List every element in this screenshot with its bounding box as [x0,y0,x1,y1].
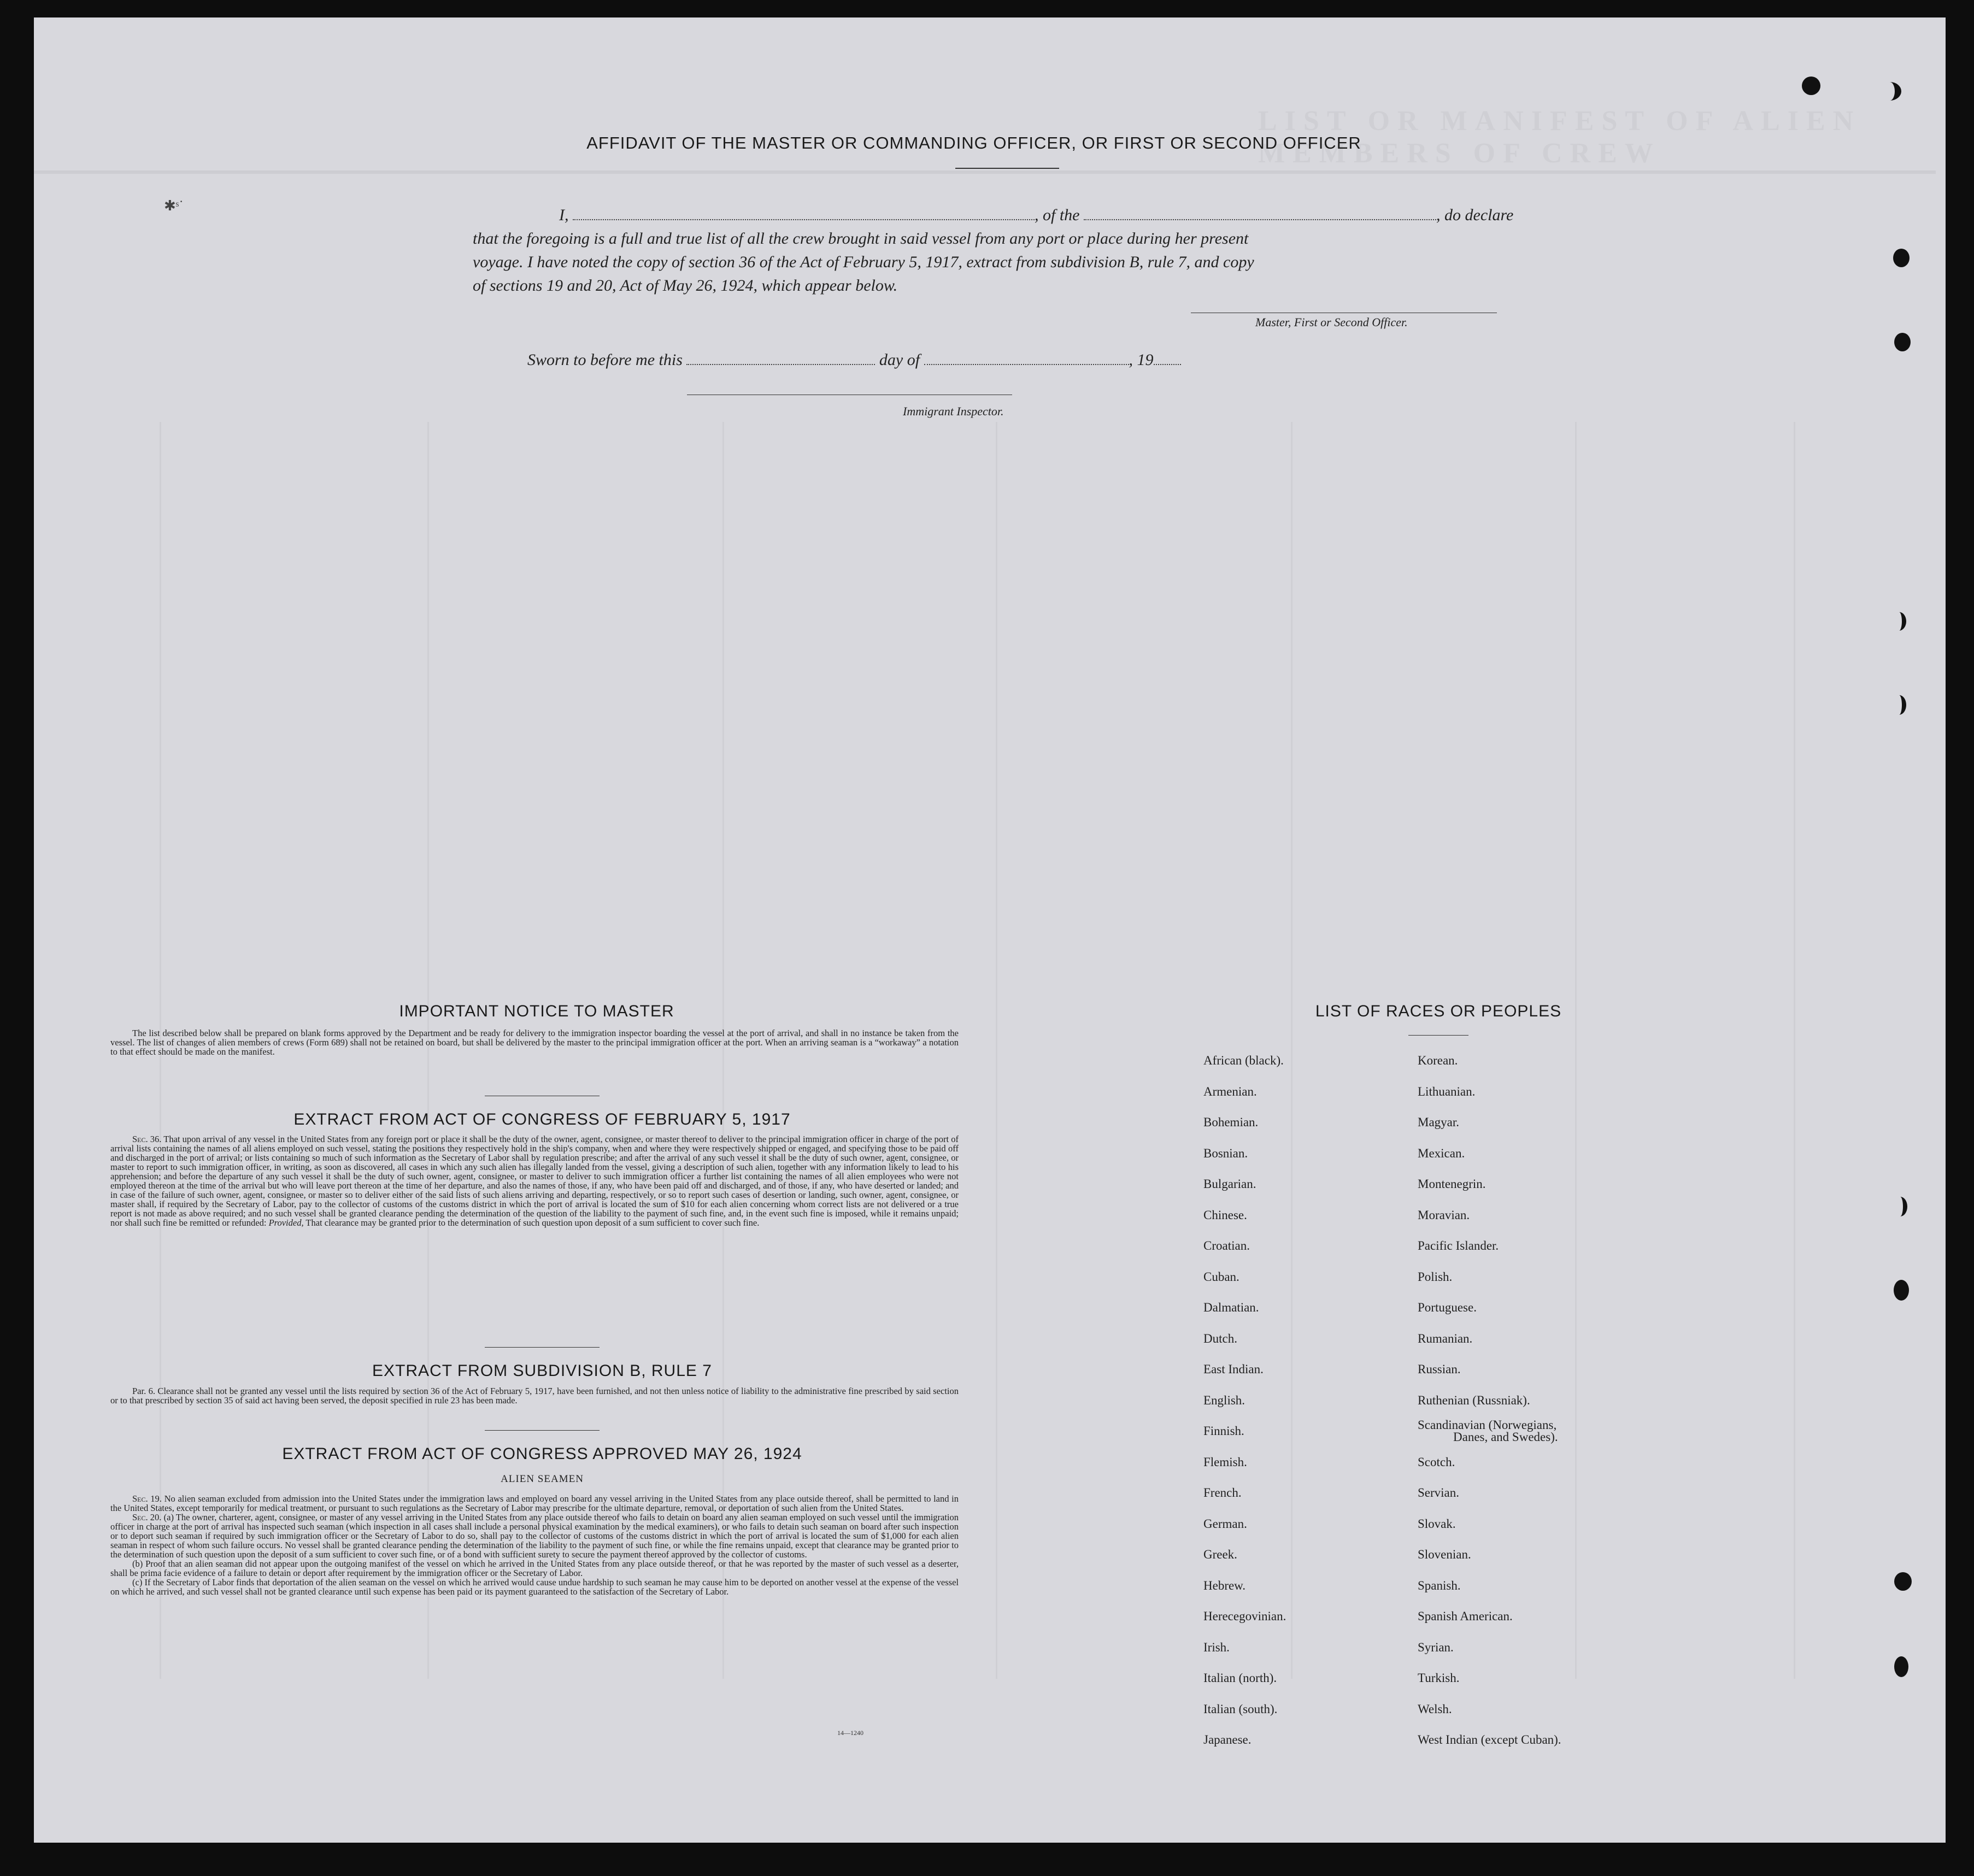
affidavit-title: AFFIDAVIT OF THE MASTER OR COMMANDING OFFICER, OR FIRST OR SECOND OFFICER [586,133,1361,152]
race-item: Greek. [1203,1548,1237,1561]
divider [485,1430,600,1431]
bleed-through-column [1575,422,1577,1679]
race-item: French. [1203,1486,1242,1499]
sworn-line: Sworn to before me this day of , 19 [527,351,1181,369]
race-item: East Indian. [1203,1362,1264,1376]
race-item: Mexican. [1418,1146,1465,1160]
punch-hole [1894,333,1911,351]
vessel-blank[interactable] [1084,208,1436,220]
punch-hole [1892,612,1906,631]
extract-1924-title: EXTRACT FROM ACT OF CONGRESS APPROVED MAY 26, 1924 [282,1445,802,1463]
race-item: Armenian. [1203,1084,1257,1098]
punch-hole [1893,249,1910,267]
bleed-through-column [996,422,997,1679]
affidavit-text [473,203,1544,297]
punch-hole [1878,82,1901,101]
sworn-day-blank[interactable] [686,353,875,365]
race-item: English. [1203,1393,1246,1407]
race-item: Korean. [1418,1054,1458,1067]
race-item: Welsh. [1418,1702,1452,1716]
race-item: Turkish. [1418,1671,1460,1685]
race-item: Bohemian. [1203,1115,1259,1129]
bleed-through-column [1794,422,1795,1679]
affidavit-line-2: that the foregoing is a full and true list of all the crew brought in said vessel from any port or place during her present [473,230,1249,248]
race-item: Scandinavian (Norwegians, [1418,1418,1557,1432]
race-item: Pacific Islander. [1418,1239,1499,1252]
divider [1408,1035,1468,1036]
notice-body: The list described below shall be prepared on blank forms approved by the Department and be ready for delivery to the immigration inspector boarding the vessel at the port of arrival, and shall in no instance be taken from the vessel. The list of changes of alien members of crews (Form 689) shall not be retained on board, but shall be delivered by the master to the principal immigration officer at the port. When an arriving seaman is a “workaway” a notation to that effect should be made on the manifest. [110,1028,959,1057]
race-item: Scotch. [1418,1455,1455,1469]
race-item: Servian. [1418,1486,1460,1499]
race-item-continuation: Danes, and Swedes). [1453,1430,1558,1444]
race-item: Chinese. [1203,1208,1247,1222]
ink-specks: ✱ˢ˙ [164,198,184,214]
race-item: Polish. [1418,1269,1453,1284]
name-blank[interactable] [573,208,1035,220]
extract-1924-body: Sec. 19. No alien seaman excluded from admission into the United States under the immigration laws and employed on board any vessel arriving in the United States from any place outside thereof, shall be permitted to land in the United States, except temporarily for medical treatment, or pursuant to such regulations as the Secretary of Labor may prescribe for the ultimate departure, removal, or deportation of such alien from the United States. Sec. 20. (a) The owner, charterer, agent, consignee, or master of any vessel arriving in the United States from any place outside thereof who fails to detain on board any alien seaman employed on such vessel until the immigration officer in charge at the port of arrival has inspected such seaman (which inspection in all cases shall include a personal physical examination by the medical examiners), or who fails to detain such seaman on board after such inspection or to deport such seaman if required by such immigration officer or the Secretary of Labor to do so, shall pay to the collector of customs of the customs district in which the port of arrival is located the sum of $1,000 for each alien seaman in respect of whom such failure occurs. No vessel shall be granted clearance pending the determination of the liability to the payment of such fine, or while the fine remains unpaid, except that clearance may be granted prior to the determination of such question upon the deposit of a sum sufficient to cover such fine, or of a bond with sufficient surety to secure the payment thereof approved by the collector of customs. (b) Proof that an alien seaman did not appear upon the outgoing manifest of the vessel on which he arrived in the United States from any place outside thereof, or that he was reported by the master of such vessel as a deserter, shall be prima facie evidence of a failure to detain or deport after requirement by the immigration officer or the Secretary of Labor. (c) If the Secretary of Labor finds that deportation of the alien seaman on the vessel on which he arrived would cause undue hardship to such seaman he may cause him to be deported on another vessel at the expense of the vessel on which he arrived, and such vessel shall not be granted clearance until such expense has been paid or its payment guaranteed to the satisfaction of the Secretary of Labor. [110,1493,959,1597]
race-item: Dalmatian. [1203,1301,1259,1314]
race-item: Finnish. [1203,1424,1244,1438]
sworn-month-blank[interactable] [924,353,1129,365]
race-item: Slovak. [1418,1516,1456,1531]
sworn-year-blank[interactable] [1154,353,1181,365]
divider [485,1347,600,1348]
extract-rule7-body: Par. 6. Clearance shall not be granted any vessel until the lists required by section 36 of the Act of February 5, 1917, have been furnished, and not then unless notice of liability to the administrative fine prescribed by said section or to that prescribed by section 35 of said act having been served, the deposit specified in rule 23 has been made. [110,1386,959,1405]
race-item: Slovenian. [1418,1548,1471,1561]
race-item: Rumanian. [1418,1331,1473,1345]
master-label: Master, First or Second Officer. [1255,315,1408,329]
punch-hole [1894,1572,1912,1591]
race-item: Spanish American. [1418,1609,1513,1623]
race-item: Moravian. [1418,1208,1470,1222]
punch-hole [1894,1280,1909,1301]
bleed-through-rule [34,154,1936,174]
affidavit-line-1: I, , of the , do declare [559,206,1514,224]
race-item: Russian. [1418,1362,1461,1376]
extract-rule7-title: EXTRACT FROM SUBDIVISION B, RULE 7 [372,1362,712,1380]
race-item: Lithuanian. [1418,1084,1476,1098]
races-title: LIST OF RACES OR PEOPLES [1315,1002,1562,1020]
race-item: Flemish. [1203,1455,1247,1469]
race-item: Portuguese. [1418,1301,1477,1314]
race-item: Japanese. [1203,1733,1252,1746]
punch-hole [1802,77,1820,95]
bleed-through-column [1291,422,1292,1679]
race-item: Ruthenian (Russniak). [1418,1393,1530,1407]
alien-seamen-subtitle: ALIEN SEAMEN [501,1473,584,1485]
form-number: 14—1240 [837,1729,863,1737]
inspector-label: Immigrant Inspector. [903,404,1004,418]
race-item: Montenegrin. [1418,1177,1486,1191]
race-item: Magyar. [1418,1115,1460,1129]
race-item: Italian (south). [1203,1702,1278,1716]
race-item: West Indian (except Cuban). [1418,1733,1561,1746]
punch-hole [1894,1656,1908,1677]
punch-hole [1892,695,1906,715]
race-item: Bosnian. [1203,1146,1248,1160]
race-item: Bulgarian. [1203,1177,1256,1191]
extract-1917-body: Sec. 36. That upon arrival of any vessel in the United States from any foreign port or place it shall be the duty of the owner, agent, consignee, or master thereof to deliver to the principal immigration officer in charge of the port of arrival lists containing the names of all aliens employed on such vessel, stating the positions they respectively hold in the ship's company, when and where they were respectively shipped or engaged, and specifying those to be paid off and discharged in the port of arrival; or lists containing so much of such information as the Secretary of Labor shall by regulation prescribe; and after the arrival of any such vessel it shall be the duty of such owner, agent, consignee, or master to report to such immigration officer, in writing, as soon as discovered, all cases in which any such alien has illegally landed from the vessel, giving a description of such alien, together with any information likely to lead to his apprehension; and before the departure of any such vessel it shall be the duty of such owner, agent, consignee, or master to deliver to such immigration officer a further list containing the names of all alien employees who were not employed thereon at the time of the arrival but who will leave port thereon at the time of her departure, and also the names of those, if any, who have been paid off and discharged, and of those, if any, who have deserted or landed; and in case of the failure of such owner, agent, consignee, or master so to deliver either of the said lists of such aliens arriving and departing, respectively, or so to report such cases of desertion or landing, such owner, agent, consignee, or master shall, if required by the Secretary of Labor, pay to the collector of customs of the customs district in which the port of arrival is located the sum of $10 for each alien concerning whom correct lists are not delivered or a true report is not made as above required; and no such vessel shall be granted clearance pending the determination of the question of the liability to the payment of such fine, and, in the event such fine is imposed, while it remains unpaid; nor shall such fine be remitted or refunded: Provided, That clearance may be granted prior to the determination of such question upon deposit of a sum sufficient to cover such fine. [110,1134,959,1228]
race-item: Irish. [1203,1640,1230,1654]
race-item: Spanish. [1418,1578,1461,1592]
race-item: Hebrew. [1203,1578,1246,1592]
race-item: Italian (north). [1203,1671,1277,1685]
race-item: Croatian. [1203,1239,1250,1252]
race-item: Syrian. [1418,1640,1454,1654]
race-item: Dutch. [1203,1331,1237,1345]
title-divider [955,168,1059,169]
race-item: Herecegovinian. [1203,1609,1286,1623]
punch-hole [1893,1197,1907,1216]
bleed-through-heading: LIST OR MANIFEST OF ALIEN MEMBERS OF CREW [1258,105,1861,169]
notice-title: IMPORTANT NOTICE TO MASTER [399,1002,674,1020]
race-item: Cuban. [1203,1269,1239,1284]
affidavit-line-4: of sections 19 and 20, Act of May 26, 1924, which appear below. [473,277,898,295]
race-item: African (black). [1203,1054,1284,1067]
extract-1917-title: EXTRACT FROM ACT OF CONGRESS OF FEBRUARY 5, 1917 [293,1110,791,1128]
document-page [34,17,1946,1843]
race-item: German. [1203,1516,1247,1531]
affidavit-line-3: voyage. I have noted the copy of section 36 of the Act of February 5, 1917, extract from subdivision B, rule 7, and copy [473,253,1254,271]
